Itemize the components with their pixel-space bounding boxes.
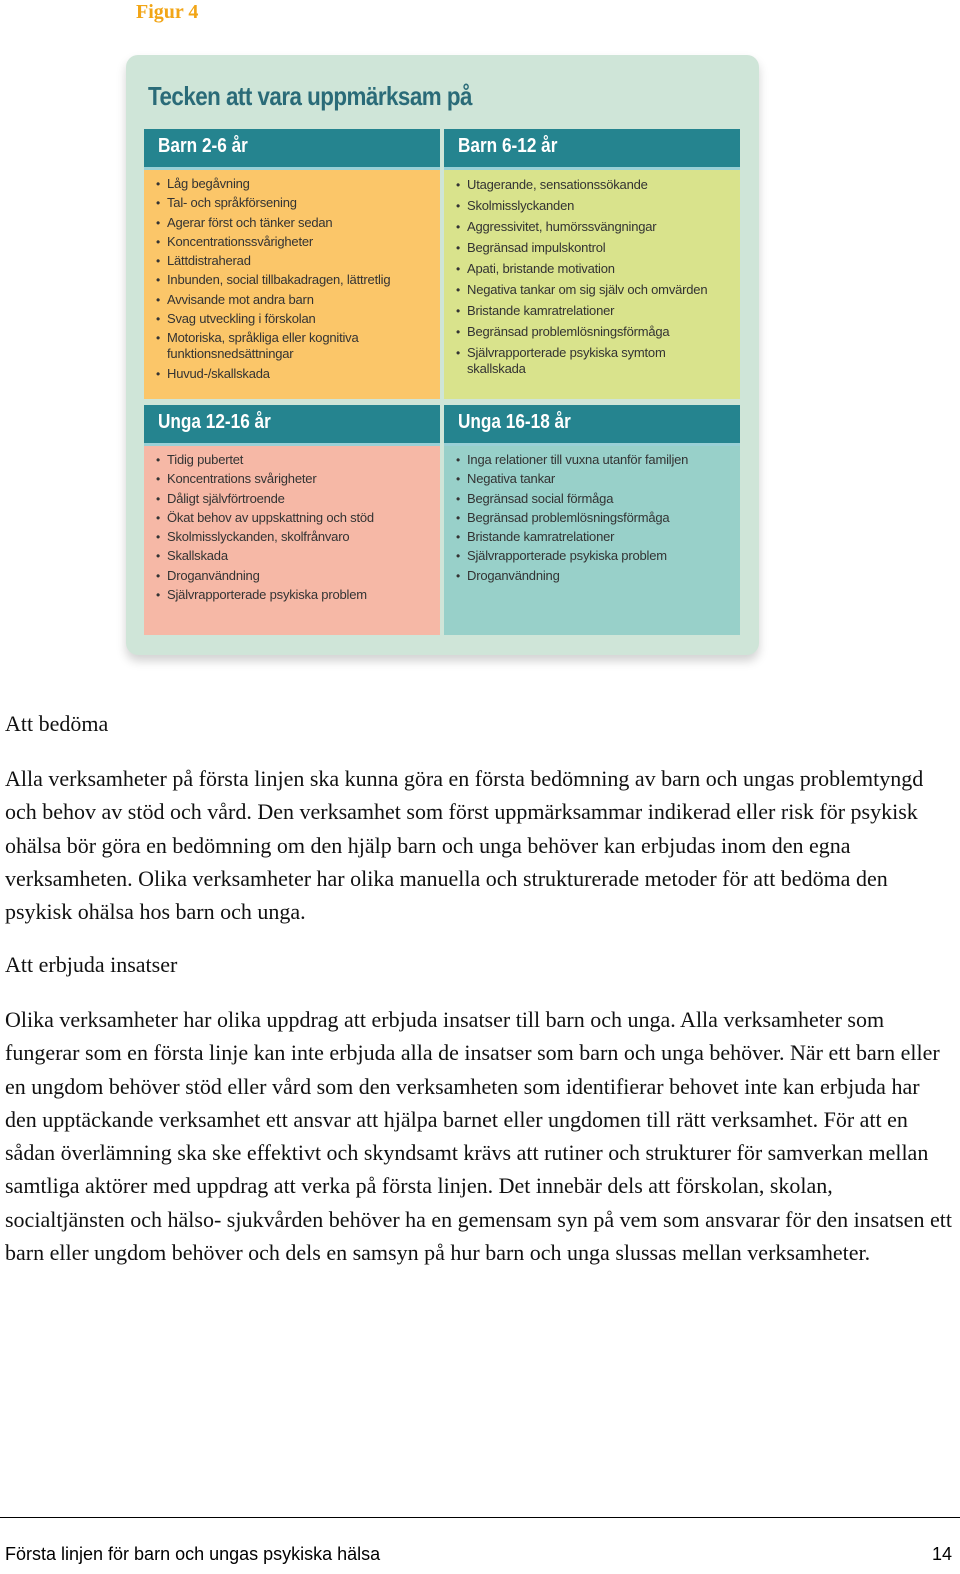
list-item: • Självrapporterade psykiska symtom skallskada [456, 345, 687, 377]
panel-heading: Barn 6-12 år [458, 135, 558, 157]
section-paragraph: Olika verksamheter har olika uppdrag att erbjuda insatser till barn och unga. Alla verksamheter som fungerar som en första linje kan inte erbjuda alla de insatser som barn och unga behöver. När ett barn eller en ungdom behöver stöd eller vård som den verksamheten som identifierar behovet inte kan erbjuda har den upptäckande verksamhet ett ansvar att hjälpa barnet eller ungdomen till rätt verksamhet. För att en sådan överlämning ska ske effektivt och skyndsamt krävs att rutiner och strukturer för samverkan mellan samtliga aktörer med uppdrag att verka på första linjen. Det innebär dels att förskolan, skolan, socialtjänsten och hälso- sjukvården behöver ha en gemensam syn på vem som ansvarar för den insatsen ett barn eller ungdom behöver och dels en samsyn på hur barn och unga slussas mellan verksamheter. [5, 1007, 952, 1266]
panel-header [144, 129, 440, 170]
list-item: • Agerar först och tänker sedan [156, 215, 434, 231]
list-item: • Dåligt självförtroende [156, 491, 434, 507]
warning-signs-infographic [126, 55, 759, 655]
infographic-title: Tecken att vara uppmärksam på [148, 81, 472, 111]
figure-caption: Figur 4 [136, 1, 199, 23]
list-item: • Begränsad social förmåga [456, 491, 734, 507]
list-item: • Begränsad problemlösningsförmåga [456, 510, 734, 526]
panel-header [444, 129, 740, 170]
sign-list [156, 452, 434, 606]
panel-barn-2-6 [144, 129, 440, 399]
panel-unga-16-18 [444, 405, 740, 635]
section-heading: Att erbjuda insatser [5, 952, 178, 977]
list-item: • Huvud-/skallskada [156, 366, 434, 382]
list-item: • Begränsad problemlösningsförmåga [456, 324, 734, 340]
list-item: • Svag utveckling i förskolan [156, 311, 434, 327]
list-item: • Inga relationer till vuxna utanför familjen [456, 452, 734, 468]
sign-list [456, 177, 734, 380]
panel-header [144, 405, 440, 446]
list-item: • Utagerande, sensationssökande [456, 177, 734, 193]
list-item: • Avvisande mot andra barn [156, 292, 434, 308]
section-paragraph: Alla verksamheter på första linjen ska kunna göra en första bedömning av barn och ungas problemtyngd och behov av stöd och vård. Den verksamhet som först uppmärksammar indikerad eller risk för psykisk ohälsa bör göra en bedömning om den hjälp barn och unga behöver kan erbjudas inom den egna verksamheten. Olika verksamheter har olika manuella och strukturerade metoder för att bedöma den psykisk ohälsa hos barn och unga. [5, 766, 924, 925]
list-item: • Bristande kamratrelationer [456, 529, 734, 545]
list-item: • Inbunden, social tillbakadragen, lättretlig [156, 272, 434, 288]
list-item: • Droganvändning [156, 568, 434, 584]
panel-barn-6-12 [444, 129, 740, 399]
panel-body [444, 170, 740, 399]
footer-title: Första linjen för barn och ungas psykiska hälsa [5, 1544, 381, 1564]
panel-heading: Unga 16-18 år [458, 411, 571, 433]
panel-body [144, 446, 440, 635]
panel-heading: Unga 12-16 år [158, 411, 271, 433]
footer-divider [0, 1517, 960, 1518]
list-item: • Skolmisslyckanden, skolfrånvaro [156, 529, 434, 545]
list-item: • Bristande kamratrelationer [456, 303, 734, 319]
list-item: • Koncentrations svårigheter [156, 471, 434, 487]
list-item: • Tidig pubertet [156, 452, 434, 468]
list-item: • Begränsad impulskontrol [456, 240, 734, 256]
list-item: • Droganvändning [456, 568, 734, 584]
page-number: 14 [931, 1544, 952, 1564]
list-item: • Apati, bristande motivation [456, 261, 734, 277]
list-item: • Negativa tankar [456, 471, 734, 487]
list-item: • Låg begåvning [156, 176, 434, 192]
panel-heading: Barn 2-6 år [158, 135, 248, 157]
list-item: • Lättdistraherad [156, 253, 434, 269]
panel-body [144, 170, 440, 399]
panel-unga-12-16 [144, 405, 440, 635]
list-item: • Tal- och språkförsening [156, 195, 434, 211]
sign-list [456, 452, 734, 587]
sign-list [156, 176, 434, 385]
list-item: • Självrapporterade psykiska problem [456, 548, 734, 564]
list-item: • Skolmisslyckanden [456, 198, 734, 214]
list-item: • Ökat behov av uppskattning och stöd [156, 510, 434, 526]
section-heading: Att bedöma [5, 711, 109, 736]
panel-body [444, 446, 740, 635]
list-item: • Koncentrationssvårigheter [156, 234, 434, 250]
list-item: • Skallskada [156, 548, 434, 564]
list-item: • Självrapporterade psykiska problem [156, 587, 434, 603]
list-item: • Negativa tankar om sig själv och omvärden [456, 282, 734, 298]
list-item: • Aggressivitet, humörssvängningar [456, 219, 734, 235]
list-item: • Motoriska, språkliga eller kognitiva funktionsnedsättningar [156, 330, 367, 362]
panel-header [444, 405, 740, 446]
